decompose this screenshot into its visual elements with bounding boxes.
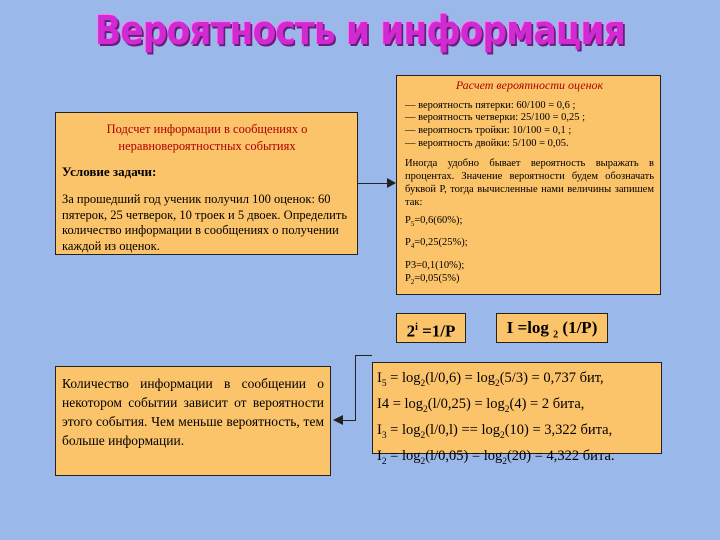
prob-5: — вероятность пятерки: 60/100 = 0,6 ; bbox=[405, 99, 576, 111]
formula-left-box: $2^i =1/P$ bbox=[396, 313, 466, 343]
results-box bbox=[372, 362, 662, 467]
result-i5: $I_5 = \log_2(l/0,6) = \log_2(5/3) = 0,737$ бит, bbox=[377, 370, 604, 389]
result-i2: $I_2 = \log_2(l/0,05) = \log_2(20) = 4,322$ бита. bbox=[377, 447, 615, 467]
result-i4: $I4 = \log_2(l/0,25) = \log_2(4) = 2$ бита, bbox=[377, 395, 585, 415]
arrow-task-to-calc bbox=[358, 183, 388, 184]
page-title: Вероятность и информация bbox=[94, 8, 626, 54]
task-box bbox=[55, 112, 358, 255]
calc-box bbox=[396, 75, 661, 295]
result-i3: $I_3 = \log_2(l/0,l) == \log_2(10) = 3,322$ бита, bbox=[377, 421, 613, 441]
conclusion-text: Количество информации в сообщении о некотором событии зависит от вероятности этого события. Чем меньше вероятность, тем больше информации. bbox=[62, 376, 324, 448]
calc-heading: Расчет вероятности оценок bbox=[455, 78, 604, 92]
connector-bottom bbox=[343, 420, 356, 421]
prob-2: — вероятность двойки: 5/100 = 0,05. bbox=[405, 137, 569, 149]
prob-4: — вероятность четверки: 25/100 = 0,25 ; bbox=[405, 112, 586, 124]
p5-line: $P_5=0,6(60\%)$; bbox=[405, 214, 463, 228]
arrow-head-icon bbox=[387, 178, 396, 188]
connector-vertical bbox=[355, 355, 356, 420]
calc-note: Иногда удобно бывает вероятность выражать в процентах. Значение вероятности будем обозначать буквой Р, тогда вычисленные нами величины запишем так: bbox=[405, 157, 654, 208]
task-body: За прошедший год ученик получил 100 оценок: 60 пятерок, 25 четверок, 10 троек и 5 двоек. Определить количество информации в сообщениях о получении каждой из оценок. bbox=[62, 192, 348, 253]
p2-line: $P_2=0,05(5\%)$ bbox=[405, 272, 460, 286]
arrow-left-icon bbox=[333, 415, 343, 425]
p4-line: $P_4=0,25(25\%)$; bbox=[405, 237, 468, 251]
prob-3: — вероятность тройки: 10/100 = 0,1 ; bbox=[405, 125, 572, 137]
conclusion-box bbox=[55, 366, 331, 476]
connector-top bbox=[355, 355, 372, 356]
condition-label: Условие задачи: bbox=[62, 164, 157, 179]
p3-line: P3=0,1(10%); bbox=[405, 260, 465, 272]
formula-right-box: I =log $_2$ (1/P) bbox=[496, 313, 608, 343]
task-heading: Подсчет информации в сообщениях о неравновероятностных событиях bbox=[106, 122, 308, 153]
probability-list bbox=[405, 100, 654, 151]
